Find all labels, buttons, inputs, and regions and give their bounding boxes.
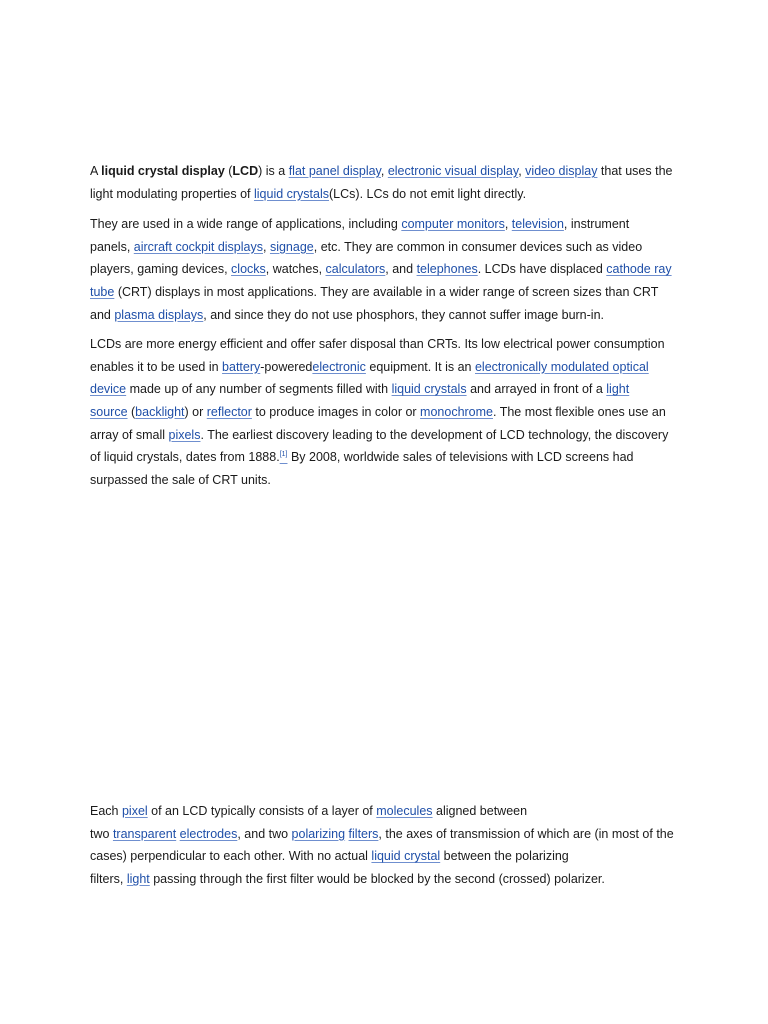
bold-term-lcd: LCD	[232, 164, 259, 178]
text-run: passing through the first filter would be blocked by the second (crossed) polarizer.	[149, 872, 605, 887]
text-run: , and since they do not use phosphors, they cannot suffer image burn-in.	[203, 307, 604, 322]
text-line	[90, 160, 690, 183]
link-molecules[interactable]: molecules	[376, 804, 433, 818]
text-run: array of small	[90, 427, 169, 442]
text-run: , instrument	[563, 217, 630, 231]
link-signage[interactable]: signage	[269, 239, 314, 254]
link-electronically-modulated-optical-device-cont[interactable]: device	[90, 382, 127, 397]
text-run: They are used in a wide range of applications, including	[90, 217, 402, 231]
text-run: Each	[90, 804, 122, 818]
link-electronically-modulated-optical-device[interactable]: electronically modulated optical	[474, 359, 649, 374]
text-run: two	[90, 826, 113, 841]
text-run: ,	[504, 217, 512, 231]
text-line	[90, 424, 690, 447]
text-line	[90, 183, 690, 206]
text-run: . The earliest discovery leading to the development of LCD technology, the discovery	[200, 427, 669, 442]
text-run: ,	[518, 164, 526, 178]
text-line	[90, 401, 690, 424]
link-pixel[interactable]: pixel	[121, 804, 148, 818]
link-cathode-ray-tube-cont[interactable]: tube	[90, 285, 115, 300]
text-run: . The most flexible ones use an	[493, 405, 666, 420]
paragraph-intro	[90, 160, 690, 205]
text-run: By 2008, worldwide sales of televisions with LCD screens had	[287, 450, 634, 465]
link-polarizing[interactable]: polarizing	[291, 826, 346, 841]
text-run: , watches,	[265, 262, 326, 277]
link-clocks[interactable]: clocks	[231, 262, 266, 277]
text-line	[90, 823, 690, 846]
link-electronic-visual-display[interactable]: electronic visual display	[387, 164, 519, 178]
link-aircraft-cockpit-displays[interactable]: aircraft cockpit displays	[133, 239, 263, 254]
text-run: ) or	[184, 405, 207, 420]
citation-superscript: [1]	[279, 451, 288, 459]
text-run: , the axes of transmission of which are (in most of the	[378, 826, 674, 841]
text-run: LCDs are more energy efficient and offer safer disposal than CRTs. Its low electrical power consumption	[90, 337, 665, 351]
link-liquid-crystals[interactable]: liquid crystals	[391, 382, 467, 397]
text-run: filters,	[90, 872, 127, 887]
text-run: ) is a	[258, 164, 289, 178]
paragraph-pixel-structure	[90, 800, 690, 891]
text-run: of an LCD typically consists of a layer of	[147, 804, 377, 818]
text-line	[90, 236, 690, 259]
text-line	[90, 868, 690, 891]
text-run: (LCs). LCs do not emit light directly.	[329, 186, 527, 201]
text-run: (	[127, 405, 136, 420]
paragraph-applications	[90, 213, 690, 326]
text-run: made up of any number of segments filled with	[126, 382, 392, 397]
link-light-source-cont[interactable]: source	[90, 405, 128, 420]
link-cathode-ray-tube[interactable]: cathode ray	[606, 262, 672, 277]
link-computer-monitors[interactable]: computer monitors	[401, 217, 505, 231]
text-run: enables it to be used in	[90, 359, 223, 374]
text-run: , and	[385, 262, 417, 277]
text-line	[90, 378, 690, 401]
text-run: between the polarizing	[440, 849, 569, 864]
text-run: cases) perpendicular to each other. With no actual	[90, 849, 372, 864]
link-video-display[interactable]: video display	[525, 164, 598, 178]
link-electronic[interactable]: electronic	[312, 359, 366, 374]
text-run: and arrayed in front of a	[466, 382, 607, 397]
link-calculators[interactable]: calculators	[325, 262, 386, 277]
link-backlight[interactable]: backlight	[135, 405, 185, 420]
link-television[interactable]: television	[511, 217, 564, 231]
link-flat-panel-display[interactable]: flat panel display	[288, 164, 381, 178]
text-run: . LCDs have displaced	[477, 262, 607, 277]
link-battery[interactable]: battery	[222, 359, 261, 374]
text-line	[90, 446, 690, 469]
text-line	[90, 469, 690, 492]
text-line	[90, 281, 690, 304]
link-electrodes[interactable]: electrodes	[179, 826, 238, 841]
bold-term-lcd-full: liquid crystal display	[101, 164, 225, 178]
text-run: light modulating properties of	[90, 186, 254, 201]
text-run: and	[90, 307, 115, 322]
text-run: aligned between	[432, 804, 528, 818]
text-run: that uses the	[597, 164, 673, 178]
text-run: to produce images in color or	[251, 405, 421, 420]
text-line	[90, 213, 690, 236]
text-line	[90, 258, 690, 281]
link-pixels[interactable]: pixels	[168, 427, 201, 442]
paragraph-efficiency	[90, 333, 690, 492]
link-filters[interactable]: filters	[348, 826, 379, 841]
text-run: of liquid crystals, dates from 1888.	[90, 450, 280, 465]
text-run: (	[224, 164, 233, 178]
link-light[interactable]: light	[126, 872, 150, 887]
link-reflector[interactable]: reflector	[206, 405, 252, 420]
text-run: -powered	[260, 359, 313, 374]
text-run: A	[90, 164, 102, 178]
text-line	[90, 333, 690, 356]
link-light-source[interactable]: light	[606, 382, 630, 397]
link-telephones[interactable]: telephones	[416, 262, 478, 277]
text-run: panels,	[90, 239, 134, 254]
text-line	[90, 356, 690, 379]
link-monochrome[interactable]: monochrome	[420, 405, 493, 420]
text-run: , and two	[237, 826, 292, 841]
text-line	[90, 845, 690, 868]
text-run: (CRT) displays in most applications. They are available in a wider range of screen sizes than CRT	[114, 285, 659, 300]
link-liquid-crystals[interactable]: liquid crystals	[253, 186, 330, 201]
text-run: ,	[380, 164, 388, 178]
link-liquid-crystal[interactable]: liquid crystal	[371, 849, 441, 864]
text-line	[90, 304, 690, 327]
text-run: ,	[263, 239, 270, 254]
text-line	[90, 800, 690, 823]
text-run: surpassed the sale of CRT units.	[90, 473, 271, 488]
link-transparent[interactable]: transparent	[112, 826, 177, 841]
link-plasma-displays[interactable]: plasma displays	[114, 307, 204, 322]
text-run: , etc. They are common in consumer devices such as video	[313, 239, 643, 254]
text-run: equipment. It is an	[365, 359, 475, 374]
text-run: players, gaming devices,	[90, 262, 232, 277]
